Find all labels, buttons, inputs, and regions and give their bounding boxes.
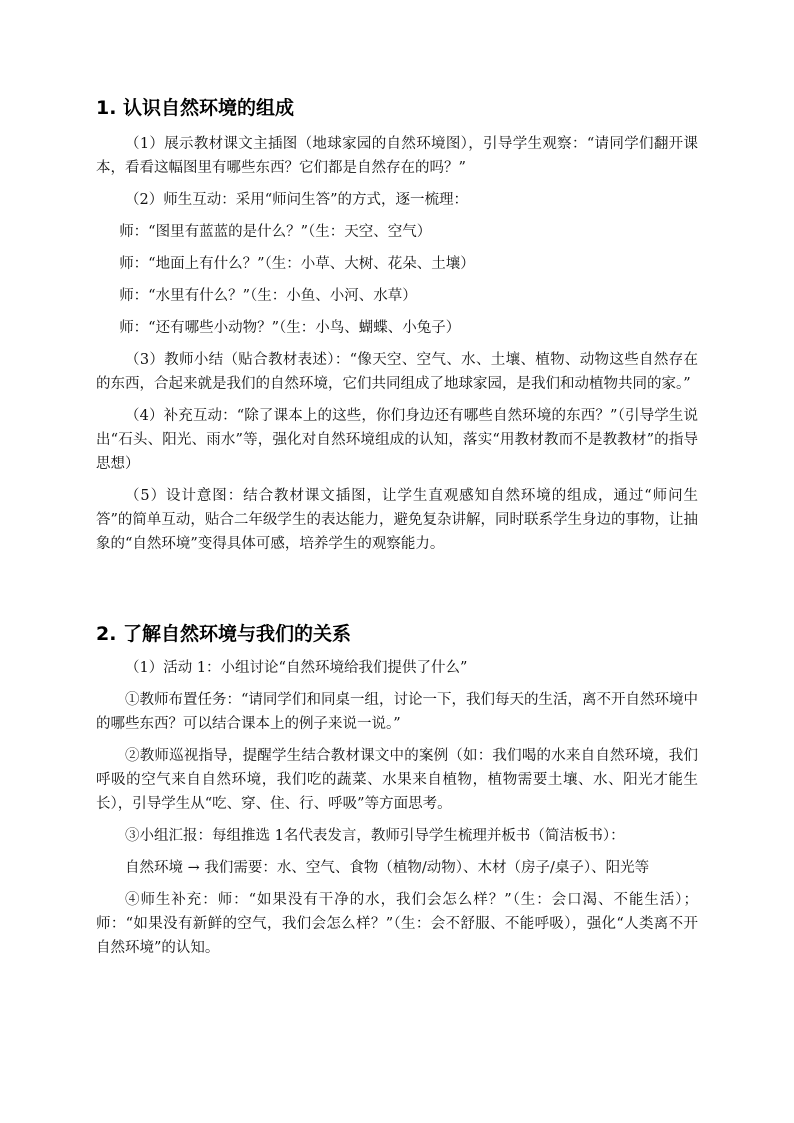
dialogue-line: 师：“还有哪些小动物？”（生：小鸟、蝴蝶、小兔子） (119, 320, 461, 336)
section-1-body (96, 132, 698, 564)
paragraph: （1）活动 1：小组讨论“自然环境给我们提供了什么” (125, 660, 468, 676)
paragraph: ②教师巡视指导，提醒学生结合教材课文中的案例（如：我们喝的水来自自然环境，我们呼吸的空气来自自然环境，我们吃的蔬菜、水果来自植物，植物需要土壤、水、阳光才能生长），引导学生从“吃、穿、住、行、呼吸”等方面思考。 (96, 748, 698, 812)
paragraph: （5）设计意图：结合教材课文插图，让学生直观感知自然环境的组成，通过“师问生答”的简单互动，贴合二年级学生的表达能力，避免复杂讲解，同时联系学生身边的事物，让抽象的“自然环境”变得具体可感，培养学生的观察能力。 (96, 488, 698, 552)
section-heading-2: 2. 了解自然环境与我们的关系 (96, 623, 352, 645)
paragraph: （3）教师小结（贴合教材表述）：“像天空、空气、水、土壤、植物、动物这些自然存在的东西，合起来就是我们的自然环境，它们共同组成了地球家园，是我们和动植物共同的家。” (96, 352, 698, 392)
paragraph: ①教师布置任务：“请同学们和同桌一组，讨论一下，我们每天的生活，离不开自然环境中的哪些东西？可以结合课本上的例子来说一说。” (96, 692, 698, 732)
paragraph: 自然环境 → 我们需要：水、空气、食物（植物/动物）、木材（房子/桌子）、阳光等 (125, 860, 650, 876)
paragraph: （1）展示教材课文主插图（地球家园的自然环境图），引导学生观察：“请同学们翻开课本，看看这幅图里有哪些东西？它们都是自然存在的吗？” (96, 136, 698, 176)
dialogue-line: 师：“地面上有什么？”（生：小草、大树、花朵、土壤） (119, 256, 475, 272)
dialogue-line: 师：“水里有什么？”（生：小鱼、小河、水草） (119, 288, 417, 304)
paragraph: ④师生补充：师：“如果没有干净的水，我们会怎么样？”（生：会口渴、不能生活）；师：“如果没有新鲜的空气，我们会怎么样？”（生：会不舒服、不能呼吸），强化“人类离不开自然环境”的认知。 (96, 892, 698, 956)
paragraph: （2）师生互动：采用“师问生答”的方式，逐一梳理： (125, 192, 469, 208)
section-heading-1: 1. 认识自然环境的组成 (96, 97, 295, 119)
dialogue-line: 师：“图里有蓝蓝的是什么？”（生：天空、空气） (119, 224, 432, 240)
section-2-body (96, 656, 698, 968)
paragraph: ③小组汇报：每组推选 1名代表发言，教师引导学生梳理并板书（简洁板书）： (125, 828, 625, 844)
paragraph: （4）补充互动：“除了课本上的这些，你们身边还有哪些自然环境的东西？”（引导学生说出“石头、阳光、雨水”等，强化对自然环境组成的认知，落实“用教材教而不是教教材”的指导思想） (96, 408, 698, 472)
